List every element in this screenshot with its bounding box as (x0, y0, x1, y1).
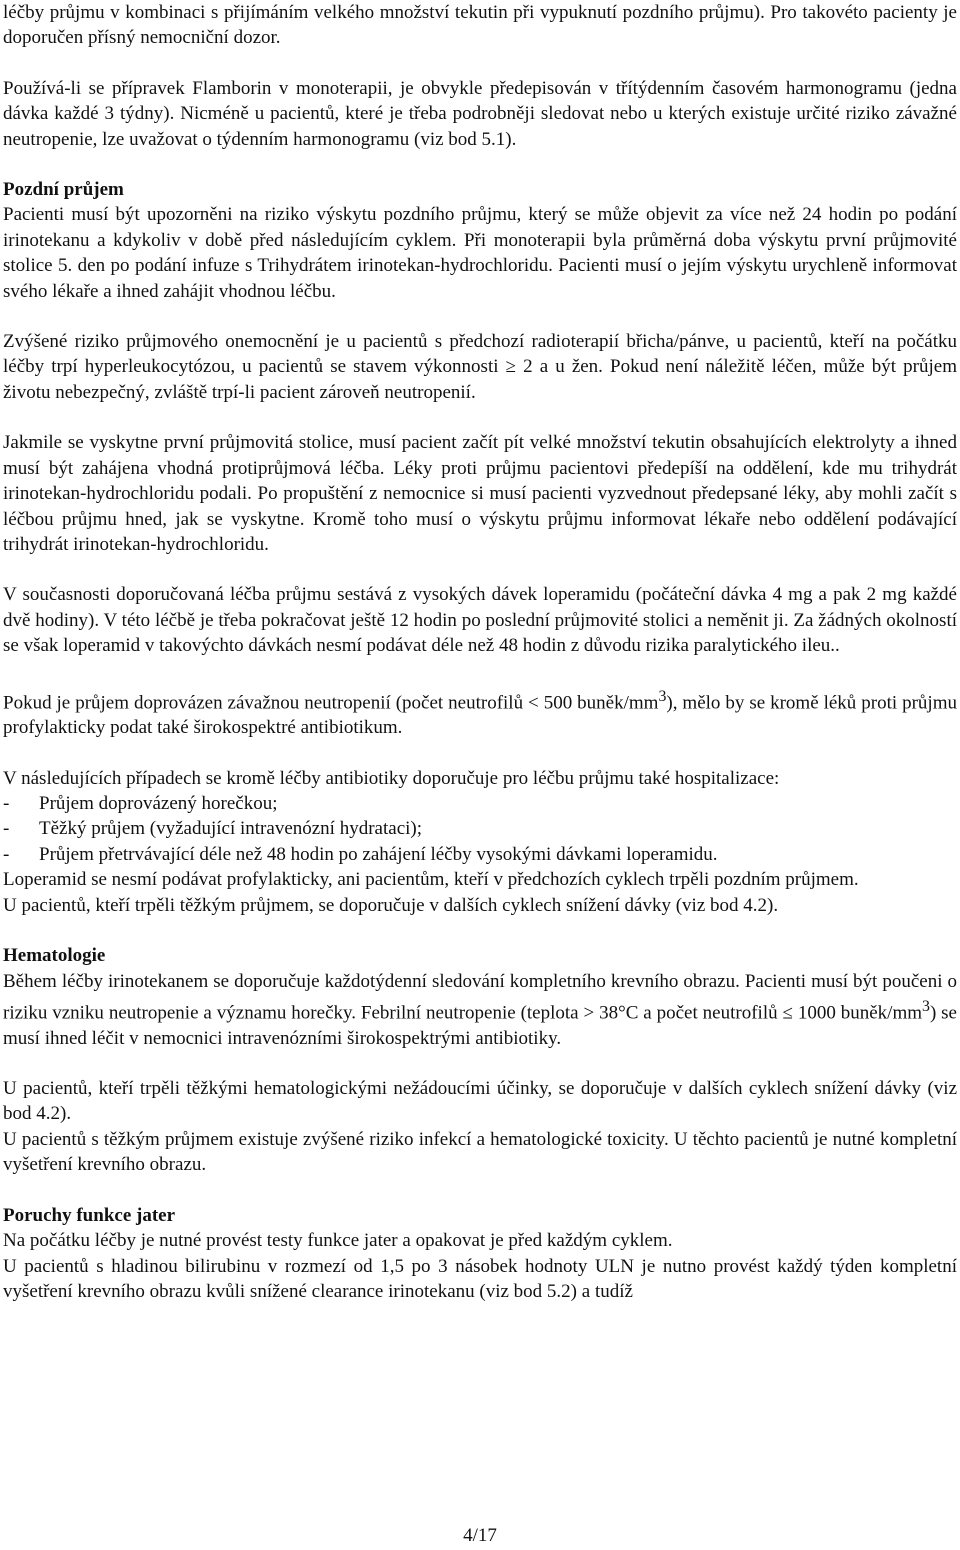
paragraph-prophylaxis: Loperamid se nesmí podávat profylakticky, ani pacientům, kteří v předchozích cyklech trpěli pozdním průjmem. (3, 869, 859, 891)
heading-late-diarrhea: Pozdní průjem (3, 179, 124, 201)
paragraph-loperamide: V současnosti doporučovaná léčba průjmu sestává z vysokých dávek loperamidu (počáteční dávka 4 mg a pak 2 mg každé dvě hodiny). V této léčbě je třeba pokračovat ještě 12 hodin po poslední průjmovité stolici a neměnit ji. Za žádných okolností se však loperamid v takovýchto dávkách nesmí podávat déle než 48 hodin z důvodu rizika paralytického ileu.. (3, 584, 957, 657)
list-item: - Těžký průjem (vyžadující intravenózní hydrataci); (3, 816, 957, 841)
hospitalization-list (3, 791, 957, 867)
paragraph-neutropenia (3, 684, 957, 741)
paragraph-late-diarrhea: Pacienti musí být upozorněni na riziko výskytu pozdního průjmu, který se může objevit za více než 24 hodin po podání irinotekanu a kdykoliv v době před následujícím cyklem. Při monoterapii byla průměrná doba výskytu první průjmovité stolice 5. den po podání infuze s Trihydrátem irinotekan-hydrochloridu. Pacienti musí o jejím výskytu urychleně informovat svého lékaře a ihned zahájit vhodnou léčbu. (3, 204, 957, 302)
hematology-superscript: 3 (922, 997, 930, 1015)
paragraph-hematology-reduction: U pacientů, kteří trpěli těžkými hematologickými nežádoucími účinky, se doporučuje v dalších cyklech snížení dávky (viz bod 4.2). (3, 1078, 957, 1125)
paragraph-first-stool: Jakmile se vyskytne první průjmovitá stolice, musí pacient začít pít velké množství tekutin obsahujících elektrolyty a ihned musí být zahájena vhodná protiprůjmová léčba. Léky proti průjmu pacientovi předepíší na oddělení, kde mu trihydrát irinotekan-hydrochloridu podali. Po propuštění z nemocnice si musí pacienti vyzvednout předepsané léky, aby mohli začít s léčbou průjmu hned, jak se vyskytne. Kromě toho musí o výskytu průjmu informovat lékaře nebo oddělení podávající trihydrát irinotekan-hydrochloridu. (3, 432, 957, 555)
paragraph-hospitalization: V následujících případech se kromě léčby antibiotiky doporučuje pro léčbu průjmu také hospitalizace: (3, 767, 780, 789)
hematology-text-a: Během léčby irinotekanem se doporučuje každotýdenní sledování kompletního krevního obrazu. Pacienti musí být poučeni o riziku vzniku neutropenie a významu horečky. Febrilní neutropenie (teplota > 38°C a počet neutrofilů ≤ 1000 buněk/mm (3, 970, 957, 1024)
heading-liver: Poruchy funkce jater (3, 1204, 176, 1226)
paragraph-hematology (3, 969, 957, 1052)
paragraph-hematology-infection: U pacientů s těžkým průjmem existuje zvýšené riziko infekcí a hematologické toxicity. U těchto pacientů je nutné kompletní vyšetření krevního obrazu. (3, 1128, 957, 1176)
heading-hematology: Hematologie (3, 945, 106, 967)
paragraph-dose-reduction: U pacientů, kteří trpěli těžkým průjmem, se doporučuje v dalších cyklech snížení dávky (viz bod 4.2). (3, 894, 779, 916)
neutropenia-text-b: ), mělo by se kromě léků proti průjmu profylakticky podat také širokospektré antibiotikum. (3, 691, 957, 739)
document-page (3, 0, 957, 1304)
neutropenia-superscript: 3 (658, 687, 667, 705)
paragraph-monotherapy: Používá-li se přípravek Flamborin v monoterapii, je obvykle předepisován v třítýdenním časovém harmonogramu (jedna dávka každé 3 týdny). Nicméně u pacientů, které je třeba podrobněji sledovat nebo u kterých existuje určité riziko závažné neutropenie, lze uvažovat o týdenním harmonogramu (viz bod 5.1). (3, 77, 957, 150)
paragraph-intro: léčby průjmu v kombinaci s přijímáním velkého množství tekutin při vypuknutí pozdního průjmu). Pro takovéto pacienty je doporučen přísný nemocniční dozor. (3, 2, 957, 49)
list-item: - Průjem doprovázený horečkou; (3, 791, 957, 816)
paragraph-liver-bilirubin: U pacientů s hladinou bilirubinu v rozmezí od 1,5 po 3 násobek hodnoty ULN je nutno provést každý týden kompletní vyšetření krevního obrazu kvůli snížené clearance irinotekanu (viz bod 5.2) a tudíž (3, 1255, 957, 1302)
hematology-text-b: ) se musí ihned léčit v nemocnici intravenózními širokospektrými antibiotiky. (3, 1002, 957, 1049)
neutropenia-text-a: Pokud je průjem doprovázen závažnou neutropenií (počet neutrofilů < 500 buněk/mm (3, 691, 659, 713)
paragraph-liver-tests: Na počátku léčby je nutné provést testy funkce jater a opakovat je před každým cyklem. (3, 1230, 673, 1252)
list-item: - Průjem přetrvávající déle než 48 hodin po zahájení léčby vysokými dávkami loperamidu. (3, 842, 957, 867)
page-number: 4/17 (463, 1525, 497, 1546)
paragraph-risk: Zvýšené riziko průjmového onemocnění je u pacientů s předchozí radioterapií břicha/pánve, u pacientů, kteří na počátku léčby trpí hyperleukocytózou, u pacientů se stavem výkonnosti ≥ 2 a u žen. Pokud není náležitě léčen, může být průjem životu nebezpečný, zvláště trpí-li pacient zároveň neutropenií. (3, 331, 957, 403)
